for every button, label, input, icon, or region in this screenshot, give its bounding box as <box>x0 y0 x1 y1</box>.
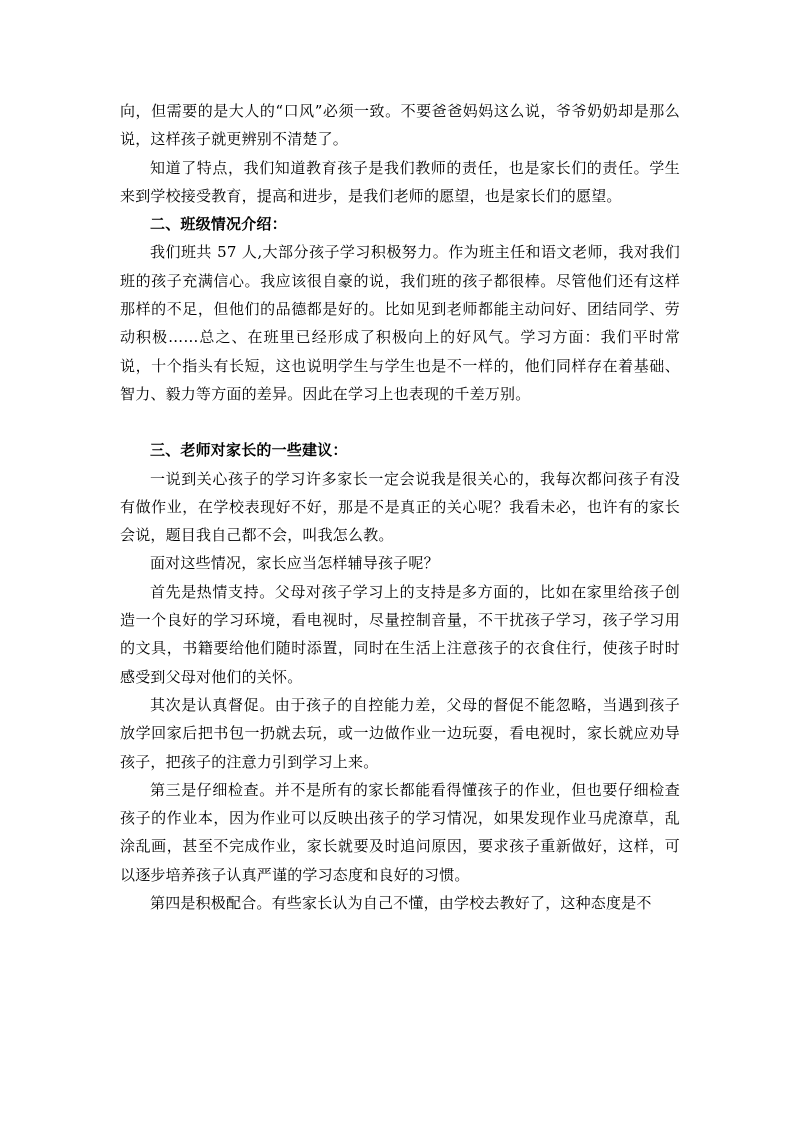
paragraph-supervision: 其次是认真督促。由于孩子的自控能力差，父母的督促不能忽略，当遇到孩子放学回家后把书包一扔就去玩，或一边做作业一边玩耍，看电视时，家长就应劝导孩子，把孩子的注意力引到学习上来。 <box>120 695 680 771</box>
paragraph-checking: 第三是仔细检查。并不是所有的家长都能看得懂孩子的作业，但也要仔细检查孩子的作业本，因为作业可以反映出孩子的学习情况，如果发现作业马虎潦草，乱涂乱画，甚至不完成作业，家长就要及时追问原因，要求孩子重新做好，这样，可以逐步培养孩子认真严谨的学习态度和良好的习惯。 <box>120 780 680 884</box>
section-heading-class-introduction: 二、班级情况介绍： <box>150 215 287 234</box>
document-body <box>120 97 680 917</box>
paragraph-support: 首先是热情支持。父母对孩子学习上的支持是多方面的，比如在家里给孩子创造一个良好的学习环境，看电视时，尽量控制音量，不干扰孩子学习，孩子学习用的文具，书籍要给他们随时添置，同时在生活上注意孩子的衣食住行，使孩子时时感受到父母对他们的关怀。 <box>120 582 680 686</box>
section-heading-suggestions: 三、老师对家长的一些建议： <box>150 441 348 460</box>
section-spacer <box>120 408 680 436</box>
paragraph-unified-voice: 向，但需要的是大人的“口风”必须一致。不要爸爸妈妈这么说，爷爷奶奶却是那么说，这样孩子就更辨别不清楚了。 <box>120 102 680 149</box>
paragraph-class-introduction: 我们班共 57 人,大部分孩子学习积极努力。作为班主任和语文老师，我对我们班的孩子充满信心。我应该很自豪的说，我们班的孩子都很棒。尽管他们还有这样那样的不足，但他们的品德都是好的。比如见到老师都能主动问好、团结同学、劳动积极……总之、在班里已经形成了积极向上的好风气。学习方面：我们平时常说，十个指头有长短，这也说明学生与学生也是不一样的，他们同样存在着基础、智力、毅力等方面的差异。因此在学习上也表现的千差万别。 <box>120 243 680 403</box>
paragraph-cooperation: 第四是积极配合。有些家长认为自己不懂，由学校去教好了，这种态度是不 <box>150 894 652 913</box>
paragraph-how-to-guide: 面对这些情况，家长应当怎样辅导孩子呢？ <box>150 554 439 573</box>
paragraph-parent-concern: 一说到关心孩子的学习许多家长一定会说我是很关心的，我每次都问孩子有没有做作业，在学校表现好不好，那是不是真正的关心呢？我看未必，也许有的家长会说，题目我自己都不会，叫我怎么教。 <box>120 469 680 545</box>
paragraph-shared-responsibility: 知道了特点，我们知道教育孩子是我们教师的责任，也是家长们的责任。学生来到学校接受教育，提高和进步，是我们老师的愿望，也是家长们的愿望。 <box>120 158 680 205</box>
